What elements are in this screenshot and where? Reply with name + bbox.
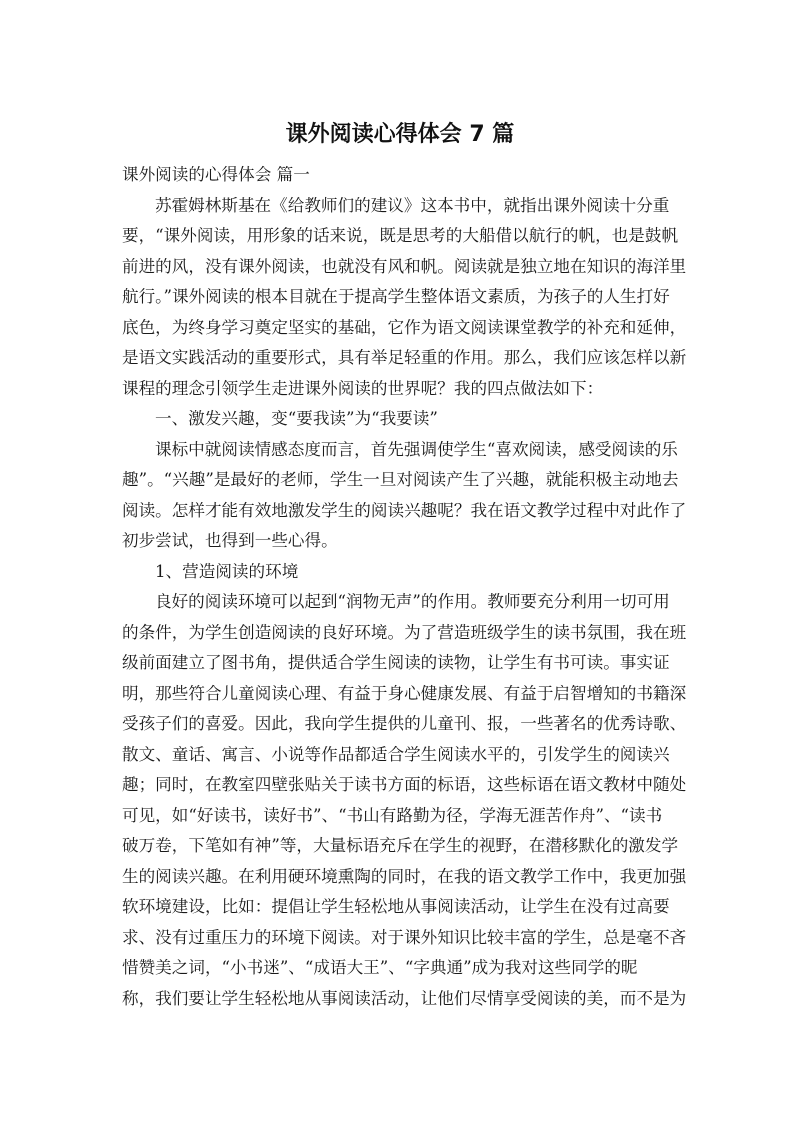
text-line: 要，“课外阅读，用形象的话来说，既是思考的大船借以航行的帆，也是鼓帆 bbox=[122, 226, 679, 245]
text-line: 前进的风，没有课外阅读，也就没有风和帆。阅读就是独立地在知识的海洋里 bbox=[122, 256, 687, 276]
text-line: 明，那些符合儿童阅读心理、有益于身心健康发展、有益于启智增知的书籍深 bbox=[122, 683, 687, 703]
document-body bbox=[122, 160, 687, 1014]
text-line: 散文、童话、寓言、小说等作品都适合学生阅读水平的，引发学生的阅读兴 bbox=[122, 744, 670, 764]
text-line: 一、激发兴趣，变“要我读”为“我要读” bbox=[155, 409, 438, 428]
text-line: 破万卷，下笔如有神”等，大量标语充斥在学生的视野，在潜移默化的激发学 bbox=[122, 836, 679, 855]
text-line: 级前面建立了图书角，提供适合学生阅读的读物，让学生有书可读。事实证 bbox=[122, 653, 670, 672]
text-line: 航行。”课外阅读的根本目就在于提高学生整体语文素质，为孩子的人生打好 bbox=[122, 287, 670, 306]
text-line: 软环境建设，比如：提倡让学生轻松地从事阅读活动，让学生在没有过高要 bbox=[122, 897, 670, 916]
text-line: 底色，为终身学习奠定坚实的基础，它作为语文阅读课堂教学的补充和延伸， bbox=[122, 317, 687, 337]
text-line: 称，我们要让学生轻松地从事阅读活动，让他们尽情享受阅读的美，而不是为 bbox=[122, 988, 687, 1008]
text-line: 受孩子们的喜爱。因此，我向学生提供的儿童刊、报，一些著名的优秀诗歌、 bbox=[122, 714, 687, 733]
text-line: 可见，如“好读书，读好书”、“书山有路勤为径，学海无涯苦作舟”、“读书 bbox=[122, 805, 663, 825]
text-line: 课外阅读的心得体会 篇一 bbox=[122, 165, 310, 184]
text-line: 阅读。怎样才能有效地激发学生的阅读兴趣呢？我在语文教学过程中对此作了 bbox=[122, 500, 687, 520]
text-line: 趣”。“兴趣”是最好的老师，学生一旦对阅读产生了兴趣，就能积极主动地去 bbox=[122, 470, 679, 489]
text-line: 初步尝试，也得到一些心得。 bbox=[122, 531, 338, 550]
text-line: 1、营造阅读的环境 bbox=[155, 561, 299, 581]
text-line: 的条件，为学生创造阅读的良好环境。为了营造班级学生的读书氛围，我在班 bbox=[122, 622, 687, 642]
text-line: 课标中就阅读情感态度而言，首先强调使学生“喜欢阅读，感受阅读的乐 bbox=[155, 439, 678, 459]
text-line: 课程的理念引领学生走进课外阅读的世界呢？我的四点做法如下： bbox=[122, 378, 604, 398]
text-line: 是语文实践活动的重要形式，具有举足轻重的作用。那么，我们应该怎样以新 bbox=[122, 348, 687, 367]
text-line: 苏霍姆林斯基在《给教师们的建议》这本书中，就指出课外阅读十分重 bbox=[155, 195, 670, 215]
document-title: 课外阅读心得体会 7 篇 bbox=[285, 122, 515, 147]
text-line: 惜赞美之词，“小书迷”、“成语大王”、“字典通”成为我对这些同学的昵 bbox=[122, 958, 638, 977]
text-line: 生的阅读兴趣。在利用硬环境熏陶的同时，在我的语文教学工作中，我更加强 bbox=[122, 866, 687, 886]
text-line: 良好的阅读环境可以起到“润物无声”的作用。教师要充分利用一切可用 bbox=[155, 592, 670, 611]
text-line: 求、没有过重压力的环境下阅读。对于课外知识比较丰富的学生，总是毫不吝 bbox=[122, 927, 687, 947]
text-line: 趣；同时，在教室四壁张贴关于读书方面的标语，这些标语在语文教材中随处 bbox=[122, 775, 687, 794]
